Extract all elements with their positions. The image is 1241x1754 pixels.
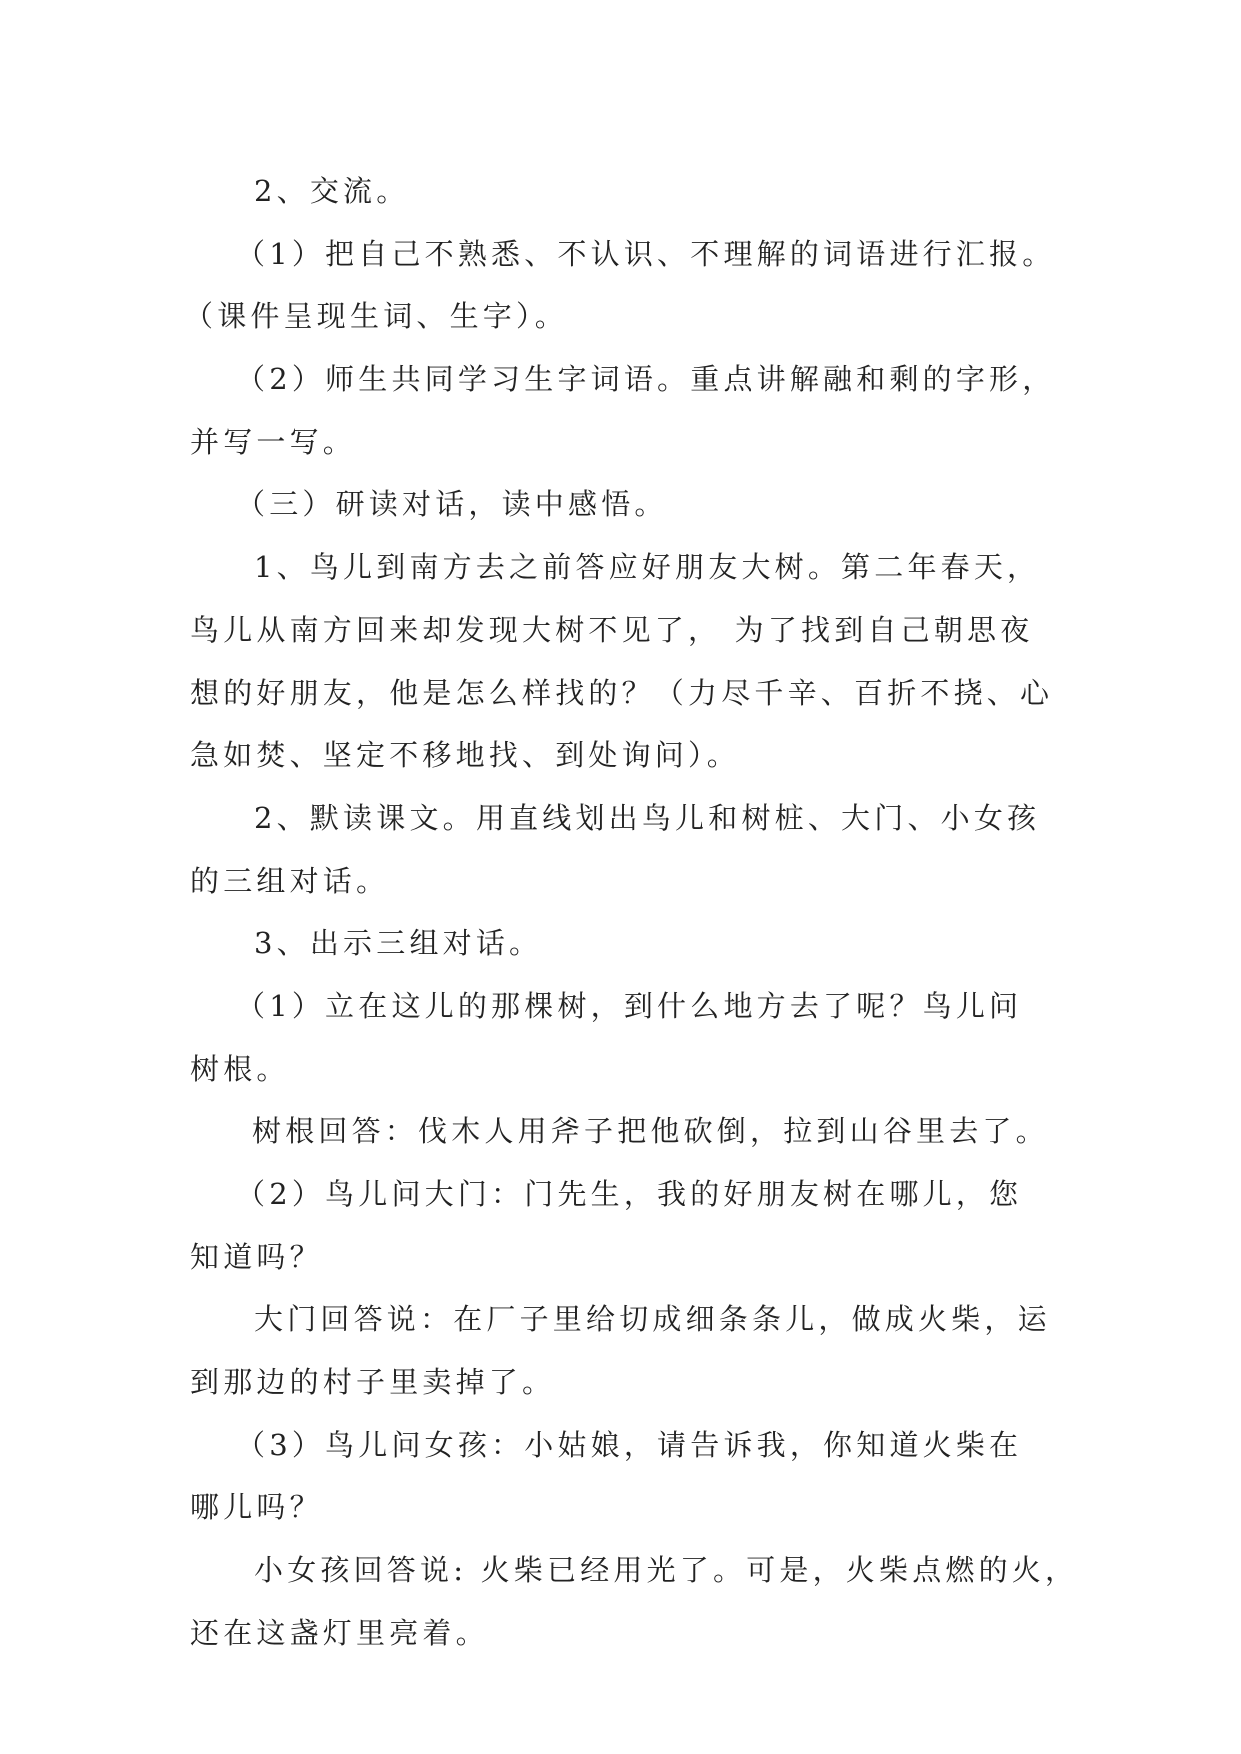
- text-line: （三）研读对话，读中感悟。: [236, 487, 668, 522]
- text-line: 的三组对话。: [190, 863, 390, 898]
- text-line: 还在这盏灯里亮着。: [190, 1615, 489, 1650]
- text-line: 2、默读课文。用直线划出鸟儿和树桩、大门、小女孩: [254, 800, 1041, 835]
- text-line: 想的好朋友，他是怎么样找的？（力尽千辛、百折不挠、心: [190, 675, 1054, 710]
- document-body: [184, 160, 1090, 1665]
- text-line: （3）鸟儿问女孩：小姑娘，请告诉我，你知道火柴在: [236, 1427, 1023, 1462]
- text-line: （2）鸟儿问大门：门先生，我的好朋友树在哪儿，您: [236, 1177, 1023, 1211]
- text-line: 树根回答：伐木人用斧子把他砍倒，拉到山谷里去了。: [252, 1114, 1049, 1149]
- text-line: 到那边的村子里卖掉了。: [190, 1365, 556, 1400]
- text-line: 大门回答说：在厂子里给切成细条条儿，做成火柴，运: [254, 1302, 1051, 1337]
- text-line: （1）把自己不熟悉、不认识、不理解的词语进行汇报。: [236, 236, 1056, 271]
- text-line: 1、鸟儿到南方去之前答应好朋友大树。第二年春天，: [254, 550, 1041, 585]
- text-line: （1）立在这儿的那棵树，到什么地方去了呢？鸟儿问: [236, 988, 1023, 1023]
- text-line: 鸟儿从南方回来却发现大树不见了， 为了找到自己朝思夜: [190, 612, 1034, 647]
- text-line: （2）师生共同学习生字词语。重点讲解融和剩的字形，: [236, 362, 1056, 397]
- text-line: 小女孩回答说: 火柴已经用光了。可是，火柴点燃的火，: [254, 1553, 1079, 1588]
- text-line: 知道吗？: [190, 1239, 323, 1274]
- text-line: （课件呈现生词、生字）。: [184, 299, 568, 334]
- text-line: 急如焚、坚定不移地找、到处询问）。: [190, 738, 740, 773]
- text-line: 并写一写。: [190, 424, 357, 459]
- text-line: 树根。: [190, 1051, 290, 1086]
- text-line: 2、交流。: [254, 174, 410, 208]
- text-line: 哪儿吗？: [190, 1490, 323, 1525]
- text-line: 3、出示三组对话。: [254, 926, 543, 961]
